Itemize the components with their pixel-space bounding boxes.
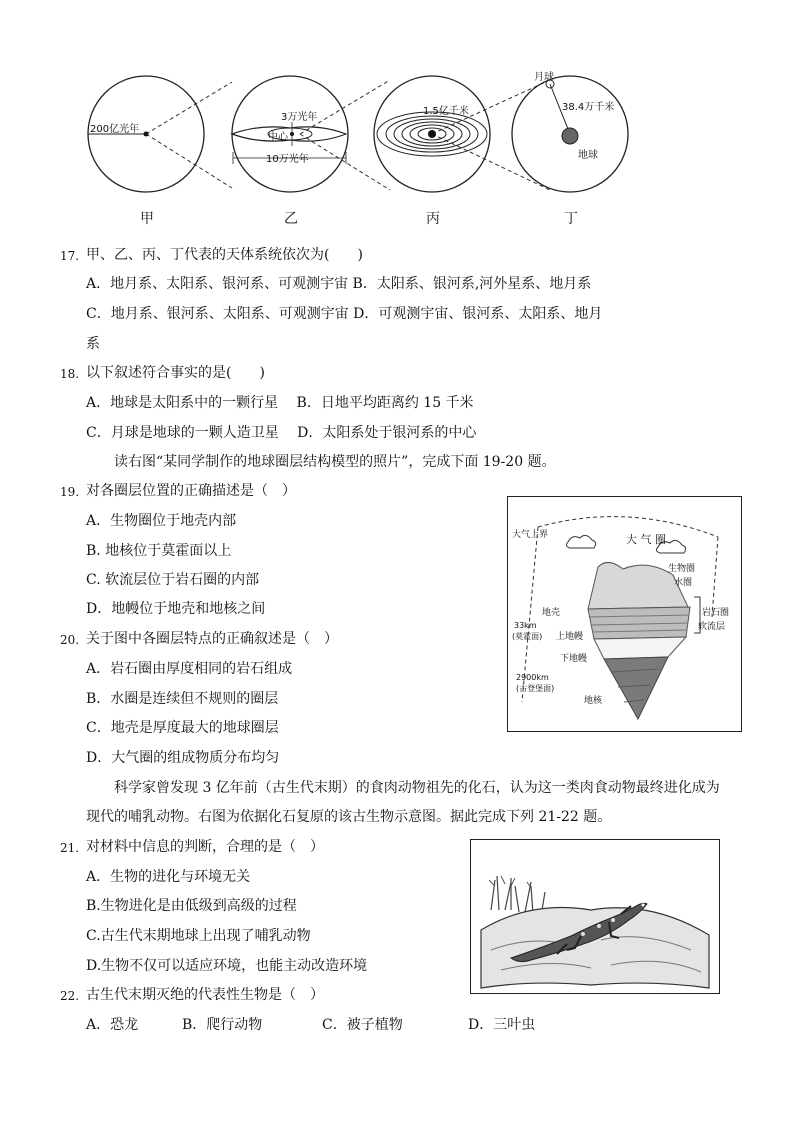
- question-number: 19.: [60, 485, 80, 499]
- figure-label-jia: 甲: [140, 211, 154, 227]
- label-gutenberg: (古登堡面): [516, 684, 555, 693]
- ding-earth-label: 地球: [578, 150, 598, 161]
- label-hydrosphere: 水圈: [674, 578, 693, 588]
- question-options: C．月球是地球的一颗人造卫星 D．太阳系处于银河系的中心: [86, 425, 477, 441]
- question-stem: 对各圈层位置的正确描述是（ ）: [86, 483, 296, 499]
- figure-label-yi: 乙: [284, 211, 298, 227]
- option-c: C．被子植物: [322, 1017, 403, 1033]
- question-options: 系: [86, 336, 100, 352]
- yi-diameter-label: 10万光年: [266, 154, 309, 165]
- option-c: C．地壳是厚度最大的地球圈层: [86, 720, 279, 736]
- figure-label-ding: 丁: [564, 211, 578, 227]
- bing-distance-label: 1.5亿千米: [423, 106, 469, 117]
- question-options: A．地月系、太阳系、银河系、可观测宇宙 B．太阳系、银河系,河外星系、地月系: [86, 276, 592, 292]
- option-d: D．地幔位于地壳和地核之间: [86, 601, 266, 617]
- yi-center-label: 中心: [268, 132, 288, 143]
- option-c: C. 软流层位于岩石圈的内部: [86, 572, 260, 588]
- option-a: A．恐龙: [86, 1017, 139, 1033]
- question-number: 18.: [60, 367, 80, 381]
- label-atmosphere-boundary: 大气上界: [512, 530, 549, 540]
- reading-instruction: 读右图“某同学制作的地球圈层结构模型的照片”，完成下面 19-20 题。: [114, 454, 556, 470]
- option-b: B. 地核位于莫霍面以上: [86, 543, 232, 559]
- fossil-creature-illustration: [470, 839, 720, 994]
- option-a: A．生物的进化与环境无关: [86, 869, 251, 885]
- label-lithosphere: 岩石圈: [702, 608, 730, 618]
- label-atmosphere: 大 气 圈: [626, 533, 666, 546]
- option-b: B.生物进化是由低级到高级的过程: [86, 898, 297, 914]
- earth-layer-model-photo: [507, 496, 742, 732]
- question-number: 20.: [60, 633, 80, 647]
- question-stem: 关于图中各圈层特点的正确叙述是（ ）: [86, 631, 338, 647]
- reading-material: 科学家曾发现 3 亿年前（古生代末期）的食肉动物祖先的化石，认为这一类肉食动物最终进化成为: [114, 780, 720, 796]
- option-c: C.古生代末期地球上出现了哺乳动物: [86, 928, 311, 944]
- question-stem: 古生代末期灭绝的代表性生物是（ ）: [86, 987, 324, 1003]
- question-stem: 以下叙述符合事实的是( ): [86, 365, 265, 381]
- option-a: A．岩石圈由厚度相同的岩石组成: [86, 661, 293, 677]
- question-options: C．地月系、银河系、太阳系、可观测宇宙 D．可观测宇宙、银河系、太阳系、地月: [86, 306, 603, 322]
- option-d: D.生物不仅可以适应环境，也能主动改造环境: [86, 958, 368, 974]
- option-a: A．生物圈位于地壳内部: [86, 513, 237, 529]
- label-biosphere: 生物圈: [668, 564, 696, 574]
- label-33km: 33km: [514, 621, 537, 630]
- label-upper-mantle: 上地幔: [556, 632, 584, 642]
- question-stem: 甲、乙、丙、丁代表的天体系统依次为( ): [86, 247, 363, 263]
- label-lower-mantle: 下地幔: [560, 654, 588, 664]
- question-number: 17.: [60, 249, 80, 263]
- ding-moon-label: 月球: [534, 72, 554, 83]
- question-options: A．地球是太阳系中的一颗行星 B．日地平均距离约 15 千米: [86, 395, 474, 411]
- reading-material: 现代的哺乳动物。右图为依据化石复原的该古生物示意图。据此完成下列 21-22 题。: [86, 809, 612, 825]
- label-2900km: 2900km: [516, 673, 549, 682]
- label-asthenosphere: 软流层: [698, 622, 726, 632]
- option-d: D．三叶虫: [468, 1017, 536, 1033]
- option-b: B．水圈是连续但不规则的圈层: [86, 691, 279, 707]
- yi-thickness-label: 3万光年: [281, 112, 318, 123]
- figure-label-bing: 丙: [426, 211, 440, 227]
- label-moho: (莫霍面): [512, 632, 543, 641]
- option-d: D．大气圈的组成物质分布均匀: [86, 750, 280, 766]
- question-number: 22.: [60, 989, 80, 1003]
- ding-distance-label: 38.4万千米: [562, 102, 615, 113]
- label-core: 地核: [584, 696, 603, 706]
- option-b: B．爬行动物: [182, 1017, 263, 1033]
- question-number: 21.: [60, 841, 80, 855]
- question-stem: 对材料中信息的判断，合理的是（ ）: [86, 839, 324, 855]
- celestial-systems-figure: [80, 62, 640, 212]
- label-crust: 地壳: [542, 608, 561, 618]
- jia-distance-label: 200亿光年: [90, 124, 140, 135]
